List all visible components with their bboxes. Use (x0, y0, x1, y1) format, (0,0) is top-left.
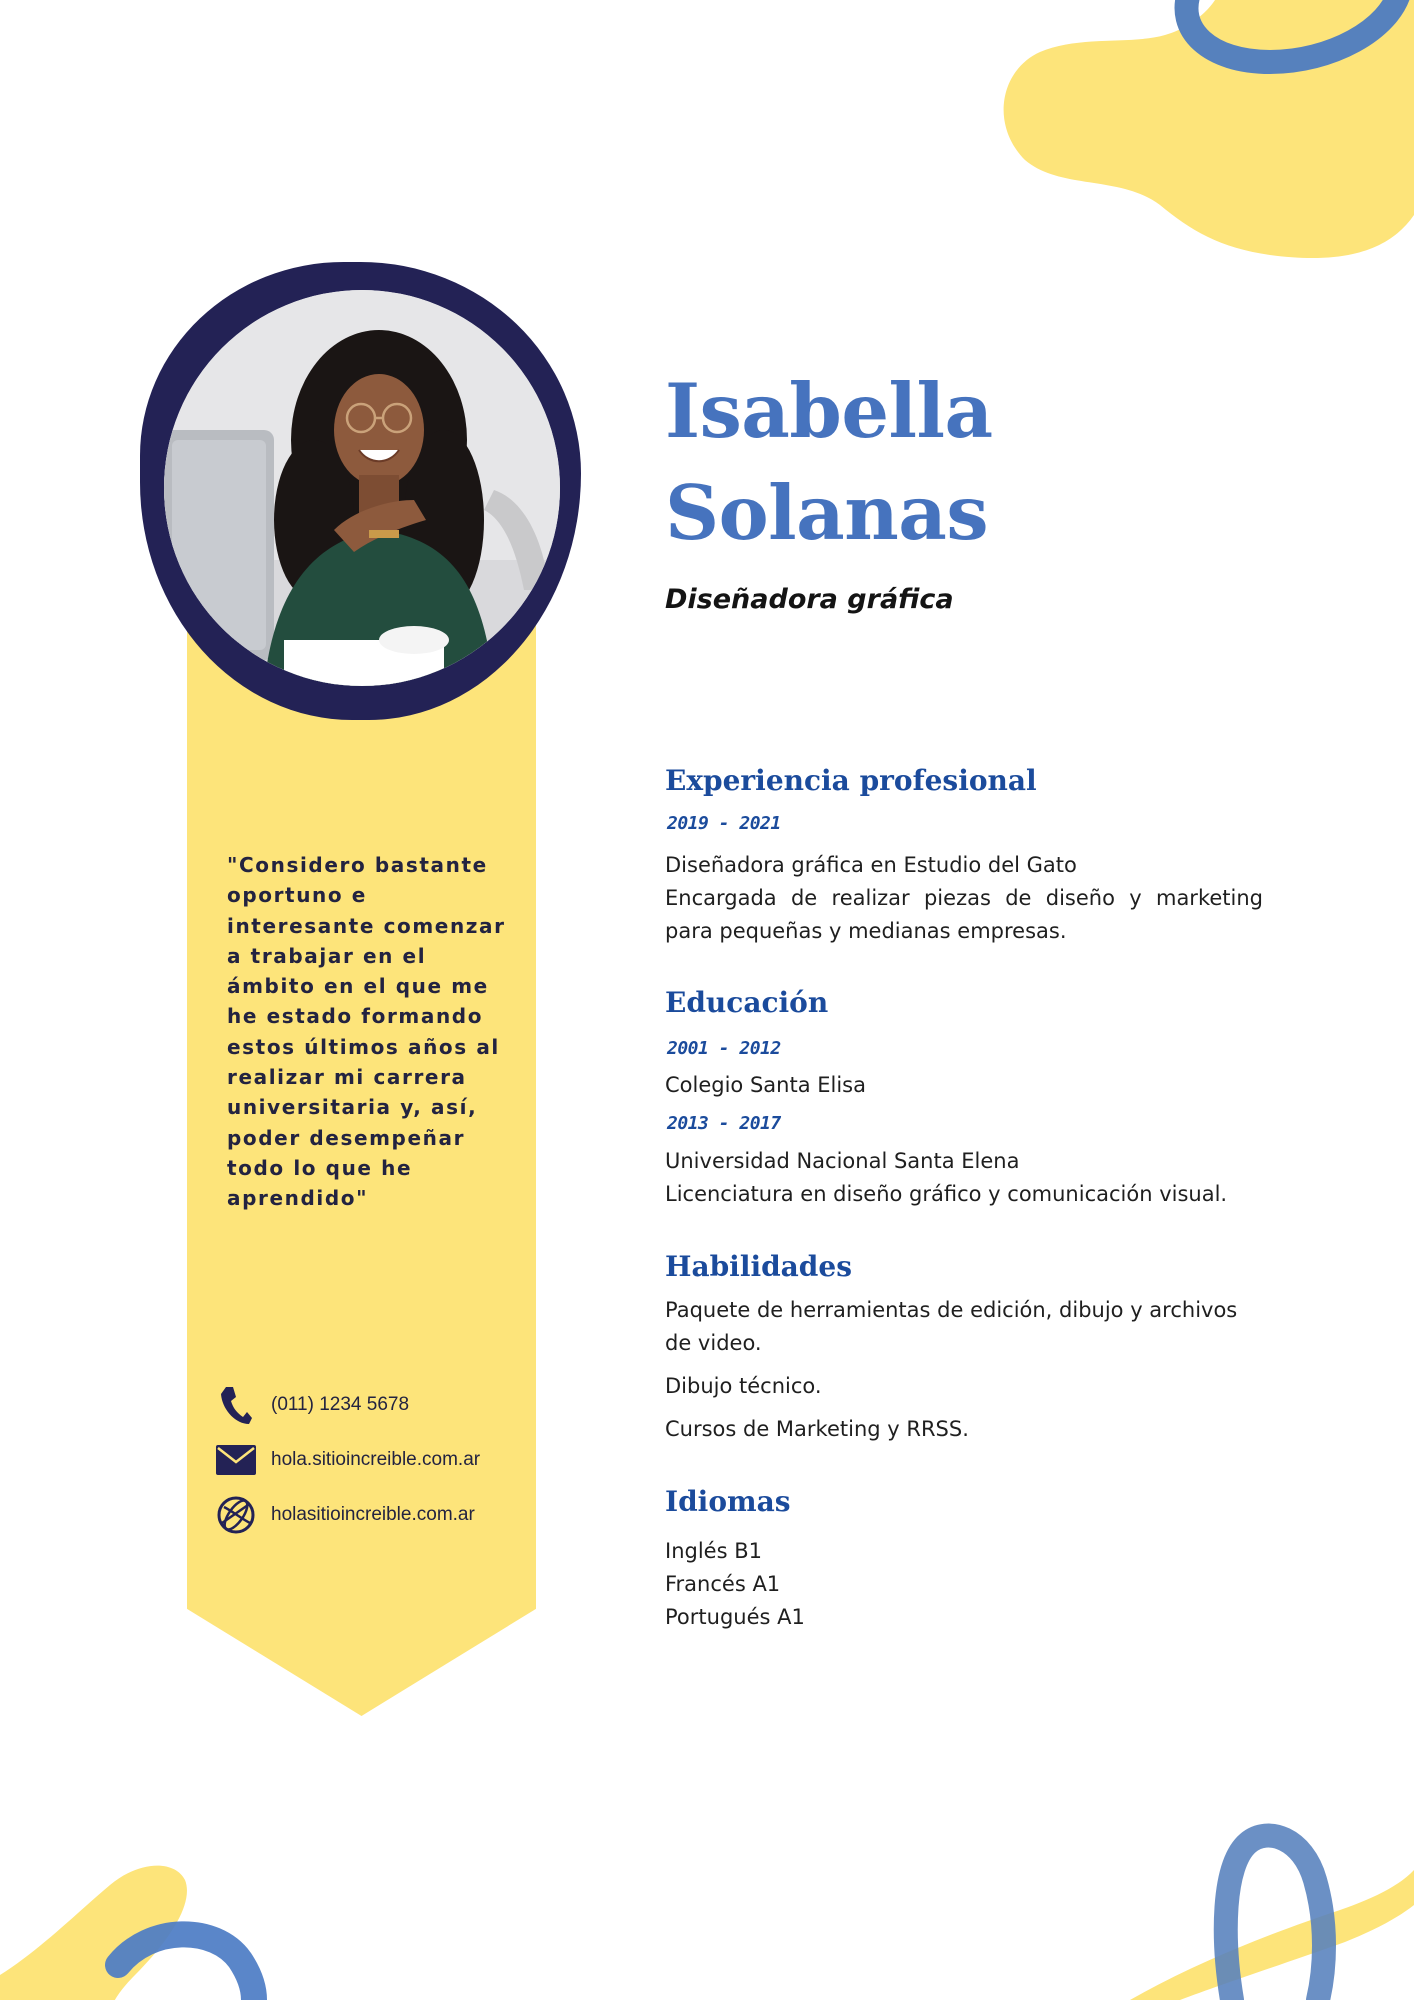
full-name (665, 360, 993, 564)
yellow-stripe-bottom-right (1130, 1870, 1414, 2000)
contact-email (215, 1440, 515, 1480)
experience-position: Diseñadora gráfica en Estudio del Gato (665, 853, 1077, 877)
education-date-1: 2001 - 2012 (667, 1038, 781, 1059)
globe-icon (215, 1495, 257, 1535)
education-institution-2: Universidad Nacional Santa Elena (665, 1149, 1020, 1173)
skill-item: Dibujo técnico. (665, 1374, 822, 1398)
profile-photo (164, 290, 560, 686)
skills-heading: Habilidades (665, 1250, 852, 1283)
blue-loop-bottom-right (1226, 1836, 1324, 2000)
languages-heading: Idiomas (665, 1485, 791, 1518)
education-date-2: 2013 - 2017 (667, 1113, 781, 1134)
skills-list (665, 1294, 1263, 1446)
languages-list (665, 1535, 1263, 1634)
envelope-icon (215, 1440, 257, 1480)
experience-heading: Experiencia profesional (665, 764, 1037, 797)
education-institution-1: Colegio Santa Elisa (665, 1073, 866, 1097)
contact-list (215, 1385, 515, 1550)
education-detail-2: Licenciatura en diseño gráfico y comunicación visual. (665, 1182, 1228, 1206)
contact-website-text[interactable]: holasitioincreible.com.ar (271, 1504, 475, 1525)
yellow-blob-bottom-left (0, 1866, 187, 2000)
yellow-blob-top-right (1004, 0, 1414, 258)
blue-loop-top-right (1187, 0, 1400, 62)
skill-item: Paquete de herramientas de edición, dibujo y archivos de video. (665, 1298, 1238, 1355)
contact-email-text[interactable]: hola.sitioincreible.com.ar (271, 1449, 481, 1470)
experience-date: 2019 - 2021 (667, 813, 781, 834)
contact-phone (215, 1385, 515, 1425)
contact-phone-text: (011) 1234 5678 (271, 1394, 410, 1415)
language-item: Portugués A1 (665, 1605, 805, 1629)
language-item: Francés A1 (665, 1572, 781, 1596)
last-name: Solanas (665, 469, 989, 557)
contact-website (215, 1495, 515, 1535)
experience-body (665, 849, 1263, 948)
phone-icon (215, 1385, 257, 1425)
language-item: Inglés B1 (665, 1539, 762, 1563)
job-title: Diseñadora gráfica (665, 584, 954, 615)
blue-arc-bottom-left (118, 1934, 254, 2000)
first-name: Isabella (665, 367, 993, 455)
skill-item: Cursos de Marketing y RRSS. (665, 1417, 969, 1441)
education-heading: Educación (665, 986, 829, 1019)
profile-quote: "Considero bastante oportuno e interesante comenzar a trabajar en el ámbito en el que me he estado formando estos últimos años al realizar mi carrera universitaria y, así, poder desempeñar todo lo que he aprendido" (227, 853, 506, 1211)
education-item-2 (665, 1145, 1263, 1211)
education-item-1 (665, 1069, 1263, 1102)
experience-description: Encargada de realizar piezas de diseño y marketing para pequeñas y medianas empresas. (665, 886, 1263, 943)
